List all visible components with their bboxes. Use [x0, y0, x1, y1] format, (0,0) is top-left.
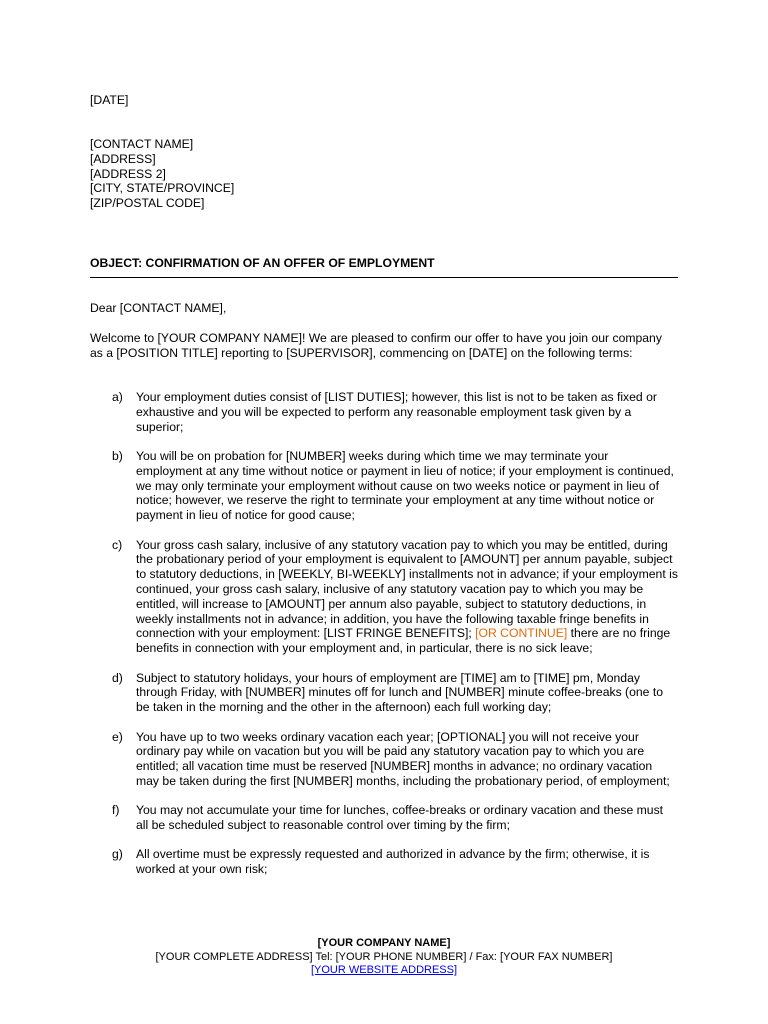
terms-list	[90, 390, 678, 892]
address-line-1: [ADDRESS]	[90, 151, 156, 166]
letter-object-heading: OBJECT: CONFIRMATION OF AN OFFER OF EMPLOYMENT	[90, 256, 678, 278]
term-label: d)	[112, 670, 123, 685]
term-item	[90, 730, 678, 789]
letter-greeting: Dear [CONTACT NAME],	[90, 301, 227, 315]
term-label: b)	[112, 448, 123, 463]
term-label: g)	[112, 847, 123, 862]
term-label: f)	[112, 803, 120, 818]
term-text-after: there are no fringe benefits in connection with your employment and, in particular, there is no sick leave;	[136, 626, 671, 656]
term-text-before: Your gross cash salary, inclusive of any statutory vacation pay to which you may be entitled, during the probationary period of your employment is equivalent to [AMOUNT] per annum payable, subject to statutory deductions, in [WEEKLY, BI-WEEKLY] installments not in advance; if your employment is continued, your gross cash salary, inclusive of any statutory vacation pay to which you may be entitled, will increase to [AMOUNT] per annum also payable, subject to statutory deductions, in weekly installments not in advance; in addition, you have the following taxable fringe benefits in connection with your employment: [LIST FRINGE BENEFITS];	[136, 537, 678, 641]
term-text: All overtime must be expressly requested and authorized in advance by the firm; otherwise, it is worked at your own risk;	[136, 847, 650, 877]
term-item	[90, 538, 678, 656]
term-text: You may not accumulate your time for lunches, coffee-breaks or ordinary vacation and these must all be scheduled subject to reasonable control over timing by the firm;	[136, 803, 664, 833]
term-label: a)	[112, 390, 123, 404]
letter-footer	[0, 937, 768, 978]
footer-website-link[interactable]: [YOUR WEBSITE ADDRESS]	[310, 964, 458, 977]
address-line-zip: [ZIP/POSTAL CODE]	[90, 196, 205, 211]
term-item	[90, 671, 678, 715]
footer-company-name: [YOUR COMPANY NAME]	[317, 937, 451, 949]
term-item	[90, 803, 678, 833]
term-item	[90, 449, 678, 523]
term-highlight-or-continue: [OR CONTINUE]	[475, 626, 568, 641]
term-text: Your employment duties consist of [LIST DUTIES]; however, this list is not to be taken as fixed or exhaustive and you will be expected to perform any reasonable employment task given by a superior;	[136, 390, 657, 434]
letter-intro-paragraph: Welcome to [YOUR COMPANY NAME]! We are pleased to confirm our offer to have you join our company as a [POSITION TITLE] reporting to [SUPERVISOR], commencing on [DATE] on the following terms:	[90, 331, 662, 360]
term-item	[90, 847, 678, 877]
term-text	[136, 538, 678, 656]
term-text: Subject to statutory holidays, your hours of employment are [TIME] am to [TIME] pm, Monday through Friday, with [NUMBER] minutes off for lunch and [NUMBER] minute coffee-breaks (one to be taken in the morning and the other in the afternoon) each full working day;	[136, 670, 663, 715]
recipient-address	[90, 137, 234, 211]
term-text: You will be on probation for [NUMBER] weeks during which time we may terminate your employment at any time without notice or payment in lieu of notice; if your employment is continued, we may only terminate your employment without cause on two weeks notice or payment in lieu of notice; however, we reserve the right to terminate your employment at any time without notice or payment in lieu of notice for good cause;	[136, 448, 674, 523]
address-line-city: [CITY, STATE/PROVINCE]	[90, 181, 235, 196]
term-label: c)	[112, 537, 123, 552]
term-label: e)	[112, 729, 123, 744]
term-text: You have up to two weeks ordinary vacation each year; [OPTIONAL] you will not receive your ordinary pay while on vacation but you will be paid any statutory vacation pay to which you are entitled; all vacation time must be reserved [NUMBER] months in advance; no ordinary vacation may be taken during the first [NUMBER] months, including the probationary period, of employment;	[136, 729, 670, 788]
address-line-contact: [CONTACT NAME]	[90, 137, 194, 151]
term-item	[90, 390, 678, 434]
address-line-2: [ADDRESS 2]	[90, 166, 166, 181]
footer-contact-line: [YOUR COMPLETE ADDRESS] Tel: [YOUR PHONE NUMBER] / Fax: [YOUR FAX NUMBER]	[155, 950, 613, 963]
letter-date: [DATE]	[90, 93, 129, 107]
